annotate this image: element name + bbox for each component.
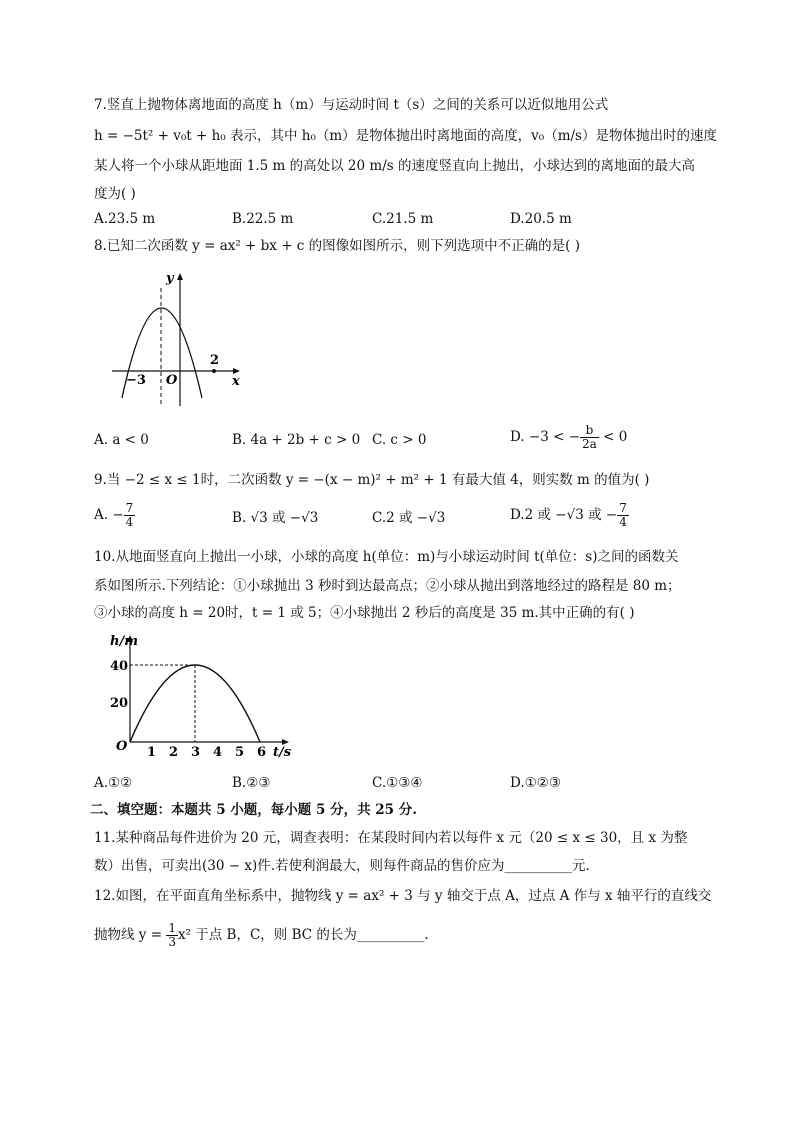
q8-option-d-fraction — [580, 424, 599, 451]
q9-option-a[interactable] — [94, 502, 135, 529]
q8-option-d-suffix: < 0 — [598, 429, 628, 445]
q9-option-b[interactable]: B. √3 或 −√3 — [232, 510, 319, 526]
q9-option-a-denominator: 4 — [125, 515, 134, 529]
q7-line-3: 某人将一个小球从距地面 1.5 m 的高处以 20 m/s 的速度竖直向上抛出，小球达到的离地面的最大高 — [94, 158, 695, 174]
q7-option-a[interactable]: A.23.5 m — [94, 211, 156, 227]
q12-line-2-suffix: x² 于点 B，C，则 BC 的长为__________. — [177, 927, 429, 943]
q9-option-d-prefix: D.2 或 −√3 或 − — [510, 507, 618, 523]
q7-line-4: 度为( ) — [94, 186, 136, 202]
q8-option-d-numerator: b — [580, 424, 599, 438]
q7-option-b[interactable]: B.22.5 m — [232, 211, 294, 227]
q7-option-d[interactable]: D.20.5 m — [510, 211, 572, 227]
q10-x-tick-6: 6 — [257, 745, 267, 760]
q10-option-c[interactable]: C.①③④ — [372, 775, 423, 791]
q8-point-2 — [212, 369, 216, 373]
q9-option-a-numerator: 7 — [125, 501, 134, 515]
q11-line-2: 数）出售，可卖出(30 − x)件.若使利润最大，则每件商品的售价应为__________元. — [94, 858, 590, 874]
q8-y-label: y — [166, 271, 174, 286]
q10-option-a[interactable]: A.①② — [94, 775, 133, 791]
q10-y-label: h/m — [110, 634, 138, 649]
q10-origin-label: O — [116, 739, 128, 754]
q8-option-d[interactable] — [510, 424, 627, 451]
q9-option-d-fraction — [617, 502, 629, 529]
q9-option-a-prefix: A. − — [94, 507, 124, 523]
q10-y-tick-40: 40 — [110, 659, 129, 674]
q10-x-tick-3: 3 — [191, 745, 201, 760]
q9-option-d-denominator: 4 — [619, 515, 627, 529]
q12-line-1: 12.如图，在平面直角坐标系中，抛物线 y = ax² + 3 与 y 轴交于点 A，过点 A 作与 x 轴平行的直线交 — [94, 888, 712, 904]
q7-line-2: h = −5t² + v₀t + h₀ 表示，其中 h₀（m）是物体抛出时离地面的高度，v₀（m/s）是物体抛出时的速度 — [94, 128, 717, 144]
q10-option-b[interactable]: B.②③ — [232, 775, 271, 791]
q11-line-1: 11.某种商品每件进价为 20 元，调查表明：在某段时间内若以每件 x 元（20 ≤ x ≤ 30，且 x 为整 — [94, 830, 688, 846]
section-2-title: 二、填空题：本题共 5 小题，每小题 5 分，共 25 分. — [90, 802, 417, 818]
q10-y-tick-20: 20 — [110, 696, 129, 711]
q12-fraction — [166, 922, 178, 949]
q10-x-tick-4: 4 — [213, 745, 223, 760]
q12-fraction-denominator: 3 — [168, 935, 176, 949]
q10-line-3: ③小球的高度 h = 20时，t = 1 或 5；④小球抛出 2 秒后的高度是 35 m.其中正确的有( ) — [94, 605, 635, 621]
q8-label-neg3: −3 — [126, 373, 146, 388]
q12-line-2 — [94, 922, 429, 949]
q8-option-d-denominator: 2a — [582, 437, 597, 451]
q10-x-tick-1: 1 — [147, 745, 157, 760]
q7-option-c[interactable]: C.21.5 m — [372, 211, 434, 227]
q10-x-tick-2: 2 — [169, 745, 179, 760]
q8-stem: 8.已知二次函数 y = ax² + bx + c 的图像如图所示，则下列选项中不正确的是( ) — [94, 238, 580, 254]
q8-option-c[interactable]: C. c > 0 — [372, 432, 427, 448]
q8-option-a[interactable]: A. a < 0 — [94, 432, 149, 448]
q9-option-a-fraction — [124, 502, 136, 529]
q8-label-2: 2 — [210, 353, 220, 368]
q10-option-d[interactable]: D.①②③ — [510, 775, 561, 791]
q9-stem: 9.当 −2 ≤ x ≤ 1时，二次函数 y = −(x − m)² + m² + 1 有最大值 4，则实数 m 的值为( ) — [94, 472, 650, 488]
q10-x-tick-5: 5 — [235, 745, 245, 760]
q9-option-c[interactable]: C.2 或 −√3 — [372, 510, 446, 526]
q8-y-arrow — [177, 273, 183, 280]
q8-option-d-prefix: D. −3 < − — [510, 429, 581, 445]
q8-parabola-figure — [108, 268, 253, 410]
q7-line-1: 7.竖直上抛物体离地面的高度 h（m）与运动时间 t（s）之间的关系可以近似地用公式 — [94, 97, 609, 113]
q10-line-2: 系如图所示.下列结论：①小球抛出 3 秒时到达最高点；②小球从抛出到落地经过的路程是 80 m； — [94, 578, 681, 594]
q10-x-label: t/s — [273, 745, 292, 760]
q8-origin-label: O — [166, 373, 178, 388]
q9-option-d[interactable] — [510, 502, 629, 529]
q8-option-b[interactable]: B. 4a + 2b + c > 0 — [232, 432, 361, 448]
q9-option-d-numerator: 7 — [619, 501, 627, 515]
q10-height-time-figure — [108, 632, 298, 762]
q12-line-2-prefix: 抛物线 y = — [94, 927, 167, 943]
q12-fraction-numerator: 1 — [168, 921, 176, 935]
q8-x-label: x — [232, 374, 240, 389]
q10-line-1: 10.从地面竖直向上抛出一小球，小球的高度 h(单位：m)与小球运动时间 t(单位：s)之间的函数关 — [94, 549, 679, 565]
